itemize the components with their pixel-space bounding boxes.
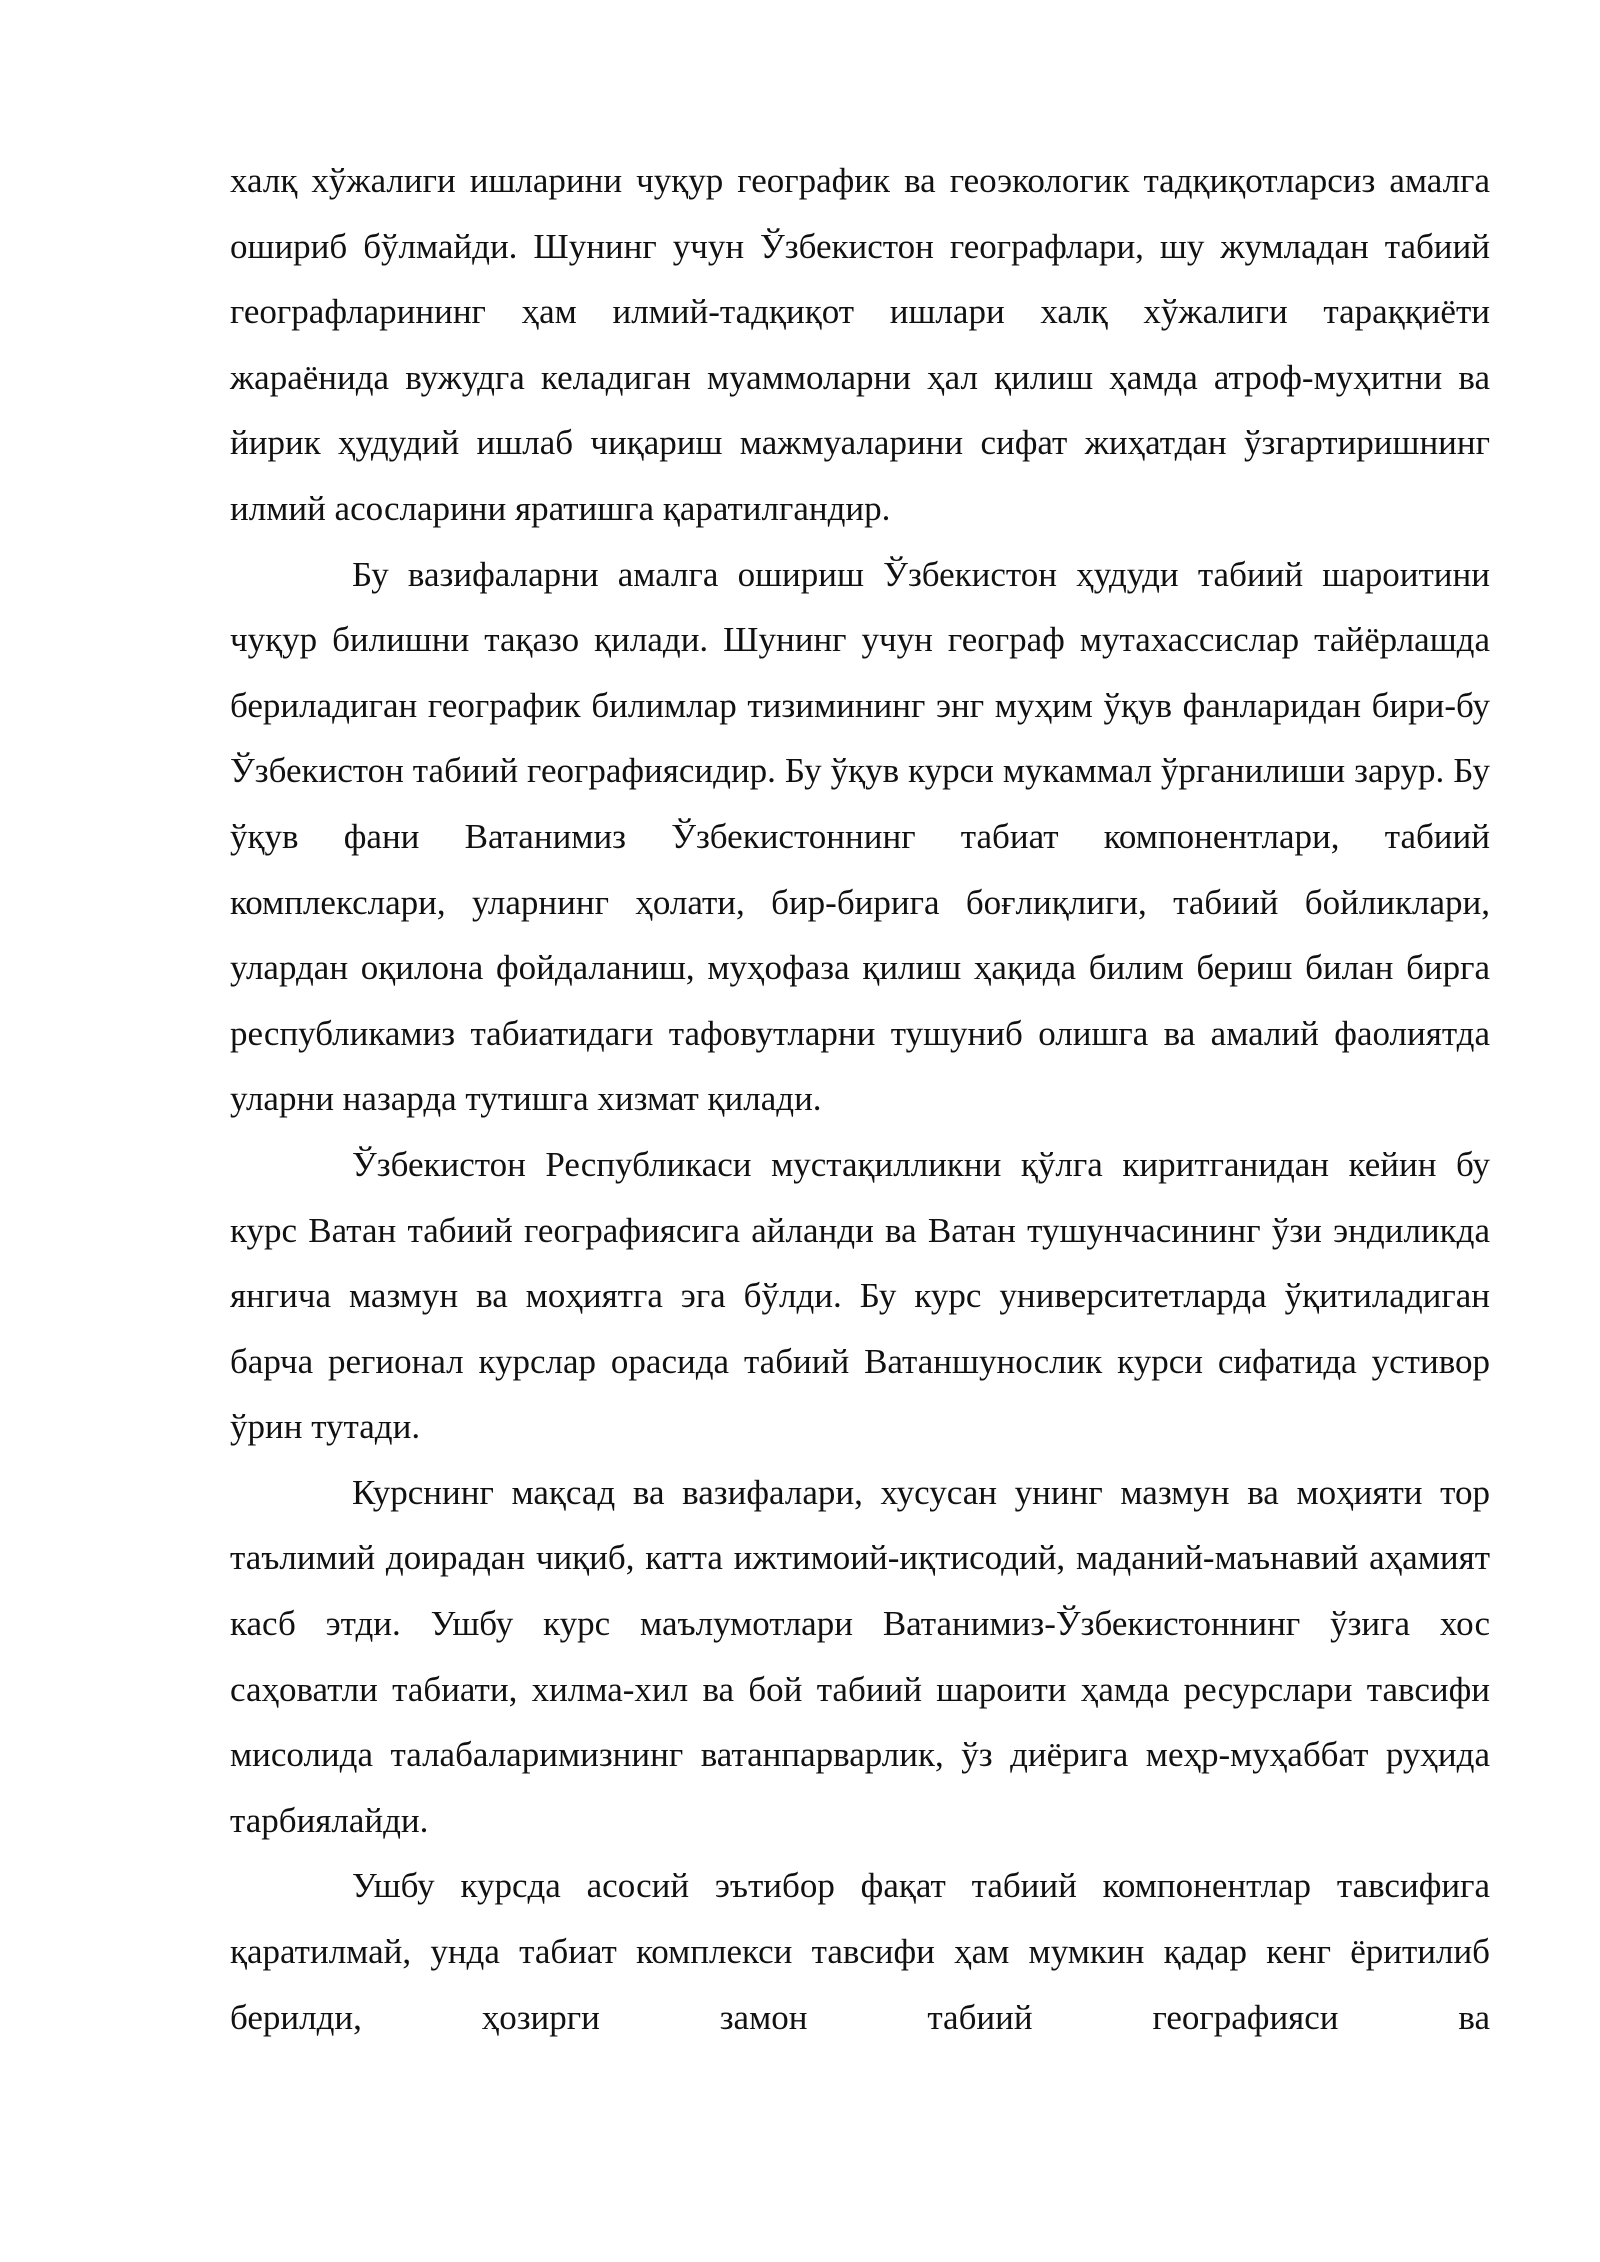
paragraph-1: халқ хўжалиги ишларини чуқур географик ва геоэкологик тадқиқотларсиз амалга ошириб бўлмайди. Шунинг учун Ўзбекистон географлари, шу жумладан табиий географларининг ҳам илмий-тадқиқот ишлари халқ хўжалиги тараққиёти жараёнида вужудга келадиган муаммоларни ҳал қилиш ҳамда атроф-муҳитни ва йирик ҳудудий ишлаб чиқариш мажмуаларини сифат жиҳатдан ўзгартиришнинг илмий асосларини яратишга қаратилгандир. <box>230 161 1490 528</box>
paragraph-3: Ўзбекистон Республикаси мустақилликни қўлга киритганидан кейин бу курс Ватан табиий географиясига айланди ва Ватан тушунчасининг ўзи эндиликда янгича мазмун ва моҳиятга эга бўлди. Бу курс университетларда ўқитиладиган барча регионал курслар орасида табиий Ватаншунослик курси сифатида устивор ўрин тутади. <box>230 1144 1490 1447</box>
paragraph-4: Курснинг мақсад ва вазифалари, хусусан унинг мазмун ва моҳияти тор таълимий доирадан чиқиб, катта ижтимоий-иқтисодий, маданий-маънавий аҳамият касб этди. Ушбу курс маълумотлари Ватанимиз-Ўзбекистоннинг ўзига хос саҳоватли табиати, хилма-хил ва бой табиий шароити ҳамда ресурслари тавсифи мисолида талабаларимизнинг ватанпарварлик, ўз диёрига меҳр-муҳаббат руҳида тарбиялайди. <box>230 1472 1490 1840</box>
paragraph-5: Ушбу курсда асосий эътибор фақат табиий компонентлар тавсифига қаратилмай, унда табиат комплекси тавсифи ҳам мумкин қадар кенг ёритилиб берилди, ҳозирги замон табиий географияси ва <box>230 1866 1490 2037</box>
document-body <box>230 148 1490 2050</box>
paragraph-2: Бу вазифаларни амалга ошириш Ўзбекистон ҳудуди табиий шароитини чуқур билишни тақазо қилади. Шунинг учун географ мутахассислар тайёрлашда бериладиган географик билимлар тизимининг энг муҳим ўқув фанларидан бири-бу Ўзбекистон табиий географиясидир. Бу ўқув курси мукаммал ўрганилиши зарур. Бу ўқув фани Ватанимиз Ўзбекистоннинг табиат компонентлари, табиий комплекслари, уларнинг ҳолати, бир-бирига боғлиқлиги, табиий бойликлари, улардан оқилона фойдаланиш, муҳофаза қилиш ҳақида билим бериш билан бирга республикамиз табиатидаги тафовутларни тушуниб олишга ва амалий фаолиятда уларни назарда тутишга хизмат қилади. <box>230 554 1490 1119</box>
